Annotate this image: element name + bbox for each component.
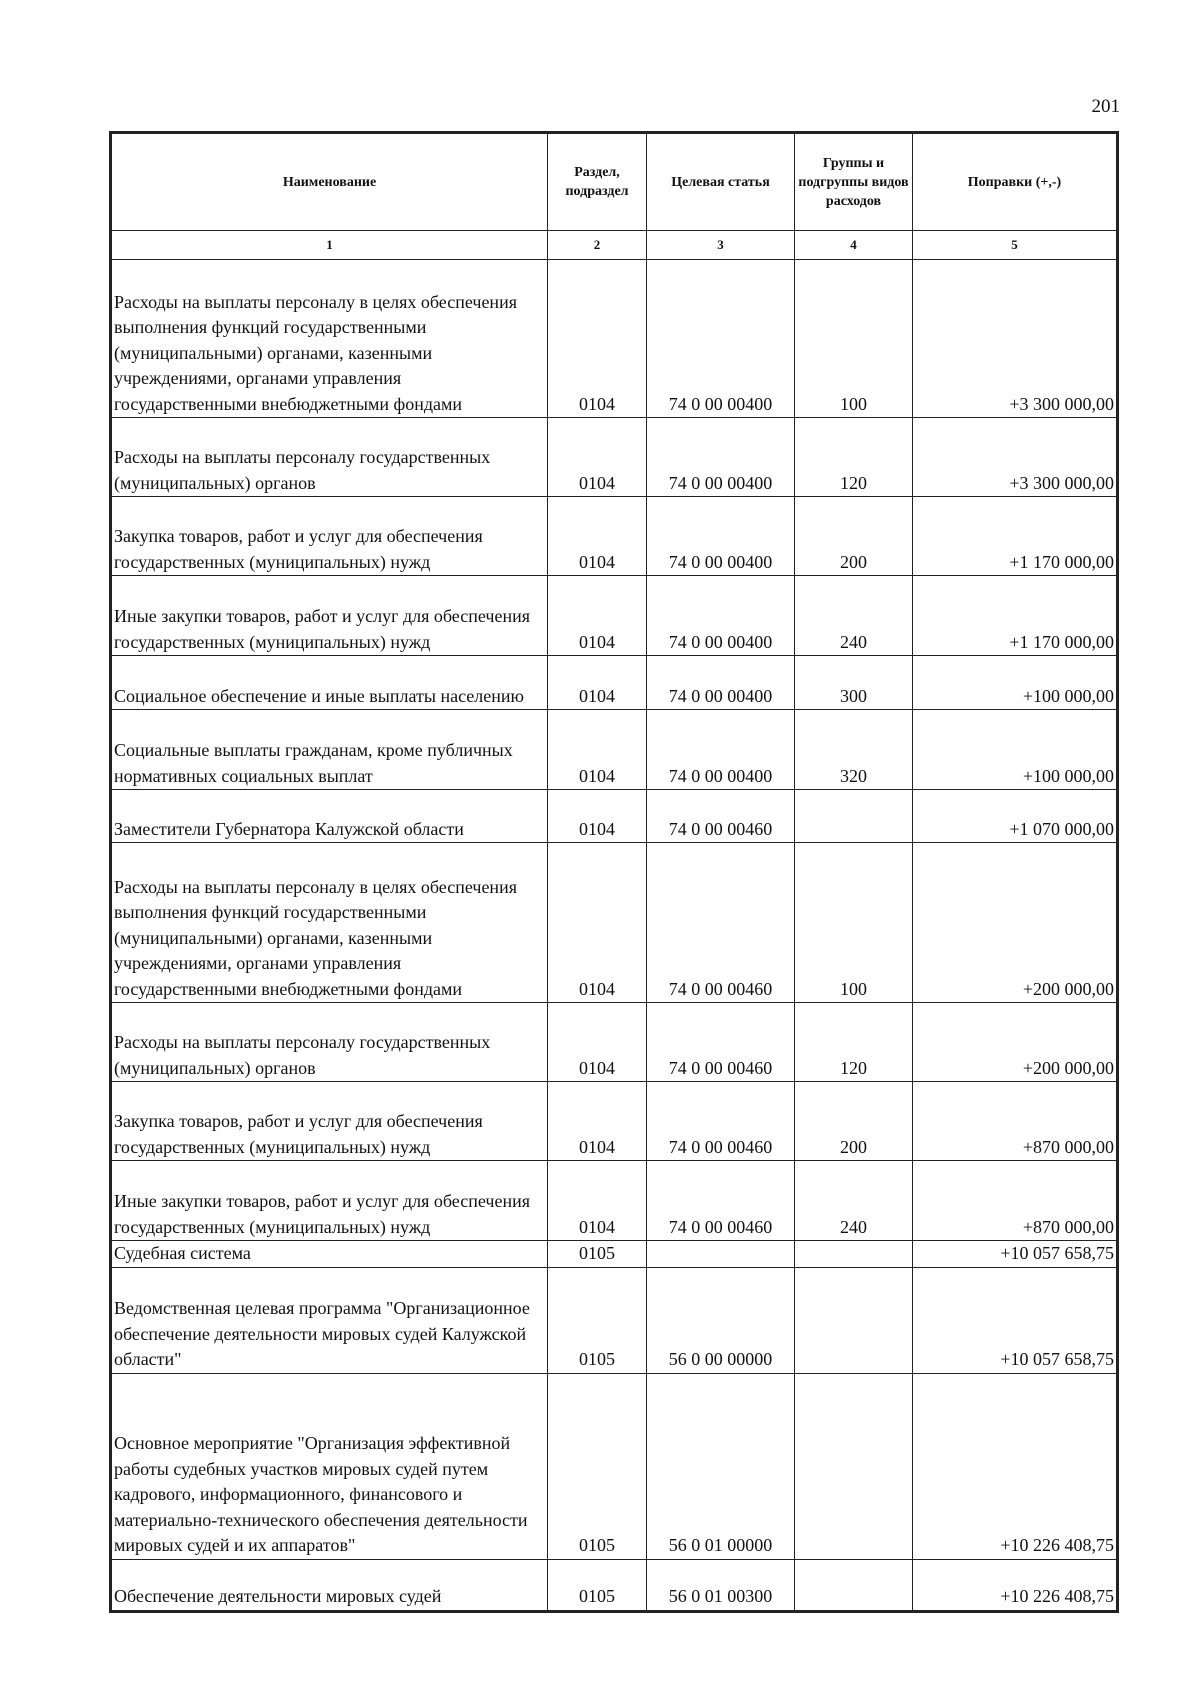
row-amount: +100 000,00 bbox=[913, 710, 1118, 790]
row-group: 200 bbox=[795, 497, 913, 576]
row-article: 74 0 00 00460 bbox=[647, 1003, 795, 1082]
row-group bbox=[795, 790, 913, 843]
header-row bbox=[111, 133, 1118, 231]
column-number: 1 bbox=[111, 231, 548, 260]
table-row bbox=[111, 1267, 1118, 1373]
header-amendment: Поправки (+,-) bbox=[913, 133, 1118, 231]
row-amount: +10 226 408,75 bbox=[913, 1559, 1118, 1611]
table-row bbox=[111, 1161, 1118, 1241]
header-name: Наименование bbox=[111, 133, 548, 231]
row-article bbox=[647, 1241, 795, 1268]
row-section: 0104 bbox=[548, 576, 647, 656]
row-name: Судебная система bbox=[111, 1241, 548, 1268]
column-number: 3 bbox=[647, 231, 795, 260]
row-amount: +200 000,00 bbox=[913, 1003, 1118, 1082]
row-name: Заместители Губернатора Калужской области bbox=[111, 790, 548, 843]
row-group bbox=[795, 1373, 913, 1559]
row-article: 74 0 00 00460 bbox=[647, 843, 795, 1003]
column-number: 4 bbox=[795, 231, 913, 260]
table-row bbox=[111, 576, 1118, 656]
row-group: 240 bbox=[795, 1161, 913, 1241]
table-row bbox=[111, 418, 1118, 497]
row-name: Закупка товаров, работ и услуг для обеспечения государственных (муниципальных) нужд bbox=[111, 1082, 548, 1161]
row-name: Основное мероприятие "Организация эффективной работы судебных участков мировых судей путем кадрового, информационного, финансового и материально-технического обеспечения деятельности мировых судей и их аппаратов" bbox=[111, 1373, 548, 1559]
row-name: Расходы на выплаты персоналу в целях обеспечения выполнения функций государственными (муниципальными) органами, казенными учреждениями, органами управления государственными внебюджетными фондами bbox=[111, 260, 548, 418]
row-section: 0105 bbox=[548, 1241, 647, 1268]
row-group: 120 bbox=[795, 1003, 913, 1082]
row-name: Расходы на выплаты персоналу государственных (муниципальных) органов bbox=[111, 418, 548, 497]
table-row bbox=[111, 497, 1118, 576]
row-group: 200 bbox=[795, 1082, 913, 1161]
row-group: 100 bbox=[795, 260, 913, 418]
row-amount: +10 226 408,75 bbox=[913, 1373, 1118, 1559]
row-section: 0104 bbox=[548, 843, 647, 1003]
row-section: 0104 bbox=[548, 656, 647, 710]
row-amount: +3 300 000,00 bbox=[913, 418, 1118, 497]
header-article: Целевая статья bbox=[647, 133, 795, 231]
row-section: 0104 bbox=[548, 1082, 647, 1161]
row-group bbox=[795, 1267, 913, 1373]
row-group bbox=[795, 1559, 913, 1611]
row-name: Обеспечение деятельности мировых судей bbox=[111, 1559, 548, 1611]
row-amount: +870 000,00 bbox=[913, 1161, 1118, 1241]
row-amount: +1 170 000,00 bbox=[913, 576, 1118, 656]
table-row bbox=[111, 710, 1118, 790]
row-section: 0104 bbox=[548, 497, 647, 576]
row-section: 0104 bbox=[548, 1003, 647, 1082]
row-section: 0104 bbox=[548, 260, 647, 418]
row-name: Расходы на выплаты персоналу в целях обеспечения выполнения функций государственными (муниципальными) органами, казенными учреждениями, органами управления государственными внебюджетными фондами bbox=[111, 843, 548, 1003]
row-article: 56 0 01 00300 bbox=[647, 1559, 795, 1611]
table-row bbox=[111, 843, 1118, 1003]
row-name: Иные закупки товаров, работ и услуг для обеспечения государственных (муниципальных) нужд bbox=[111, 576, 548, 656]
row-section: 0104 bbox=[548, 418, 647, 497]
row-article: 74 0 00 00400 bbox=[647, 656, 795, 710]
row-amount: +1 170 000,00 bbox=[913, 497, 1118, 576]
row-article: 56 0 00 00000 bbox=[647, 1267, 795, 1373]
row-section: 0104 bbox=[548, 1161, 647, 1241]
row-article: 56 0 01 00000 bbox=[647, 1373, 795, 1559]
table-row bbox=[111, 260, 1118, 418]
row-section: 0105 bbox=[548, 1373, 647, 1559]
table-row bbox=[111, 790, 1118, 843]
header-group: Группы и подгруппы видов расходов bbox=[795, 133, 913, 231]
row-group: 100 bbox=[795, 843, 913, 1003]
row-amount: +870 000,00 bbox=[913, 1082, 1118, 1161]
row-name: Ведомственная целевая программа "Организационное обеспечение деятельности мировых судей Калужской области" bbox=[111, 1267, 548, 1373]
page-number: 201 bbox=[1091, 96, 1120, 117]
row-name: Социальное обеспечение и иные выплаты населению bbox=[111, 656, 548, 710]
column-number-row bbox=[111, 231, 1118, 260]
budget-amendments-table bbox=[109, 131, 1119, 1613]
table-row bbox=[111, 1003, 1118, 1082]
row-article: 74 0 00 00400 bbox=[647, 497, 795, 576]
row-article: 74 0 00 00400 bbox=[647, 260, 795, 418]
row-article: 74 0 00 00460 bbox=[647, 790, 795, 843]
column-number: 2 bbox=[548, 231, 647, 260]
table-row bbox=[111, 1241, 1118, 1268]
table-row bbox=[111, 1559, 1118, 1611]
row-amount: +100 000,00 bbox=[913, 656, 1118, 710]
header-section: Раздел, подраздел bbox=[548, 133, 647, 231]
row-name: Закупка товаров, работ и услуг для обеспечения государственных (муниципальных) нужд bbox=[111, 497, 548, 576]
row-article: 74 0 00 00400 bbox=[647, 418, 795, 497]
row-article: 74 0 00 00460 bbox=[647, 1082, 795, 1161]
row-article: 74 0 00 00460 bbox=[647, 1161, 795, 1241]
table-row bbox=[111, 1373, 1118, 1559]
row-amount: +200 000,00 bbox=[913, 843, 1118, 1003]
row-amount: +3 300 000,00 bbox=[913, 260, 1118, 418]
row-group: 120 bbox=[795, 418, 913, 497]
row-section: 0105 bbox=[548, 1267, 647, 1373]
row-article: 74 0 00 00400 bbox=[647, 576, 795, 656]
row-article: 74 0 00 00400 bbox=[647, 710, 795, 790]
row-name: Социальные выплаты гражданам, кроме публичных нормативных социальных выплат bbox=[111, 710, 548, 790]
row-amount: +1 070 000,00 bbox=[913, 790, 1118, 843]
column-number: 5 bbox=[913, 231, 1118, 260]
row-group bbox=[795, 1241, 913, 1268]
row-name: Расходы на выплаты персоналу государственных (муниципальных) органов bbox=[111, 1003, 548, 1082]
row-group: 320 bbox=[795, 710, 913, 790]
row-section: 0104 bbox=[548, 710, 647, 790]
row-amount: +10 057 658,75 bbox=[913, 1241, 1118, 1268]
row-group: 300 bbox=[795, 656, 913, 710]
row-group: 240 bbox=[795, 576, 913, 656]
row-section: 0104 bbox=[548, 790, 647, 843]
row-section: 0105 bbox=[548, 1559, 647, 1611]
row-name: Иные закупки товаров, работ и услуг для обеспечения государственных (муниципальных) нужд bbox=[111, 1161, 548, 1241]
table-row bbox=[111, 656, 1118, 710]
row-amount: +10 057 658,75 bbox=[913, 1267, 1118, 1373]
table-row bbox=[111, 1082, 1118, 1161]
